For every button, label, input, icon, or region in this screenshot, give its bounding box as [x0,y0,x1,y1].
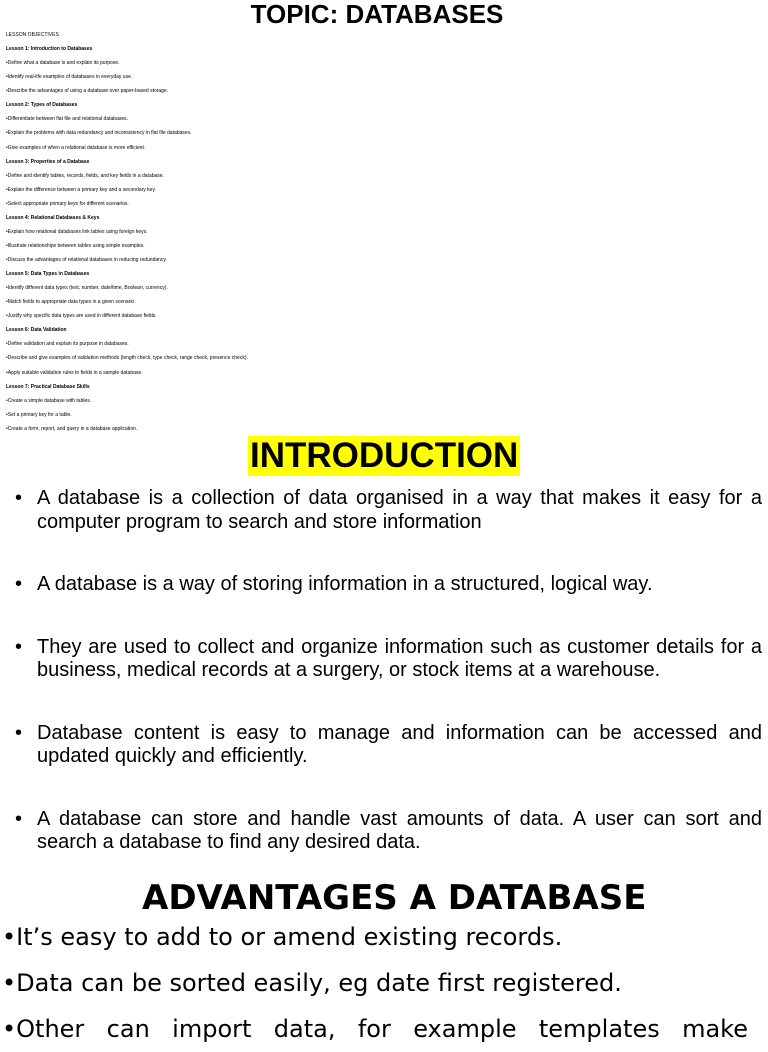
lesson-heading: Lesson 6: Data Validation [6,327,67,334]
list-item-text: A database can store and handle vast amounts of data. A user can sort and search a database to find any desired data. [37,807,762,853]
objective-item: •Create a form, report, and query in a database application. [6,425,138,432]
lesson-heading: Lesson 1: Introduction to Databases [6,46,93,53]
lesson-objectives [6,28,746,436]
bullet-icon: • [15,573,23,595]
list-item [0,636,768,683]
list-item [0,722,768,769]
bullet-icon: • [15,721,23,744]
advantages-list [0,914,768,1043]
lesson-heading: Lesson 5: Data Types in Databases [6,271,90,278]
objective-item: •Discuss the advantages of relational databases in reducing redundancy. [6,257,167,263]
objective-item: •Create a simple database with tables. [6,397,92,404]
list-item-text: A database is a way of storing information in a structured, logical way. [37,573,653,595]
lesson-heading: Lesson 4: Relational Databases & Keys [6,214,100,221]
objective-item: •Differentiate between flat file and relational databases. [6,116,129,123]
advantage-item: •Data can be sorted easily, eg date first registered. [2,969,622,997]
list-item-text: They are used to collect and organize information such as customer details for a business, medical records at a surgery, or stock items at a warehouse. [37,635,762,681]
objective-item: •Select appropriate primary keys for different scenarios. [6,200,129,207]
advantages-heading: ADVANTAGES A DATABASE [142,878,647,918]
objective-item: •Define what a database is and explain its purpose. [6,60,120,67]
list-item [0,573,768,597]
objective-item: •Apply suitable validation rules to fields in a sample database. [6,369,143,376]
advantage-item: •Other can import data, for example templates make [2,1015,748,1043]
bullet-icon: • [15,635,23,658]
advantage-item: •It’s easy to add to or amend existing records. [2,923,563,951]
objective-item: •Set a primary key for a table. [6,411,72,418]
objective-item: •Give examples of when a relational database is more efficient. [6,144,146,151]
objective-item: •Justify why specific data types are used in different database fields. [6,313,157,320]
objective-item: •Explain how relational databases link tables using foreign keys. [6,228,148,235]
objective-item: •Define and identify tables, records, fields, and key fields in a database. [6,172,164,179]
objective-item: •Identify different data types (text, number, date/time, Boolean, currency). [6,285,168,292]
lesson-heading: Lesson 3: Properties of a Database [6,158,90,165]
advantages-heading-clip [0,878,768,918]
introduction-list [0,487,768,865]
objective-item: •Identify real-life examples of databases in everyday use. [6,74,133,81]
objective-item: •Explain the difference between a primary key and a secondary key. [6,186,156,193]
objective-item: •Describe the advantages of using a database over paper-based storage. [6,88,169,95]
objective-item: •Illustrate relationships between tables using simple examples. [6,242,145,249]
list-item [0,808,768,855]
objective-item: •Define validation and explain its purpose in databases. [6,341,129,348]
objectives-heading: LESSON OBJECTIVES [6,32,59,38]
objective-item: •Explain the problems with data redundancy and inconsistency in flat file databases. [6,130,192,137]
introduction-heading: INTRODUCTION [250,436,519,475]
page-title: TOPIC: DATABASES [250,0,504,29]
objective-item: •Describe and give examples of validation methods (length check, type check, range check, presence check). [6,355,248,362]
bullet-icon: • [15,807,23,830]
list-item [0,487,768,534]
lesson-heading: Lesson 2: Types of Databases [6,102,78,109]
list-item-text: A database is a collection of data organised in a way that makes it easy for a computer program to search and store information [37,487,762,533]
bullet-icon: • [15,487,23,509]
list-item-text: Database content is easy to manage and information can be accessed and updated quickly and efficiently. [37,721,762,767]
objective-item: •Match fields to appropriate data types in a given scenario. [6,299,136,306]
lesson-heading: Lesson 7: Practical Database Skills [6,383,90,390]
